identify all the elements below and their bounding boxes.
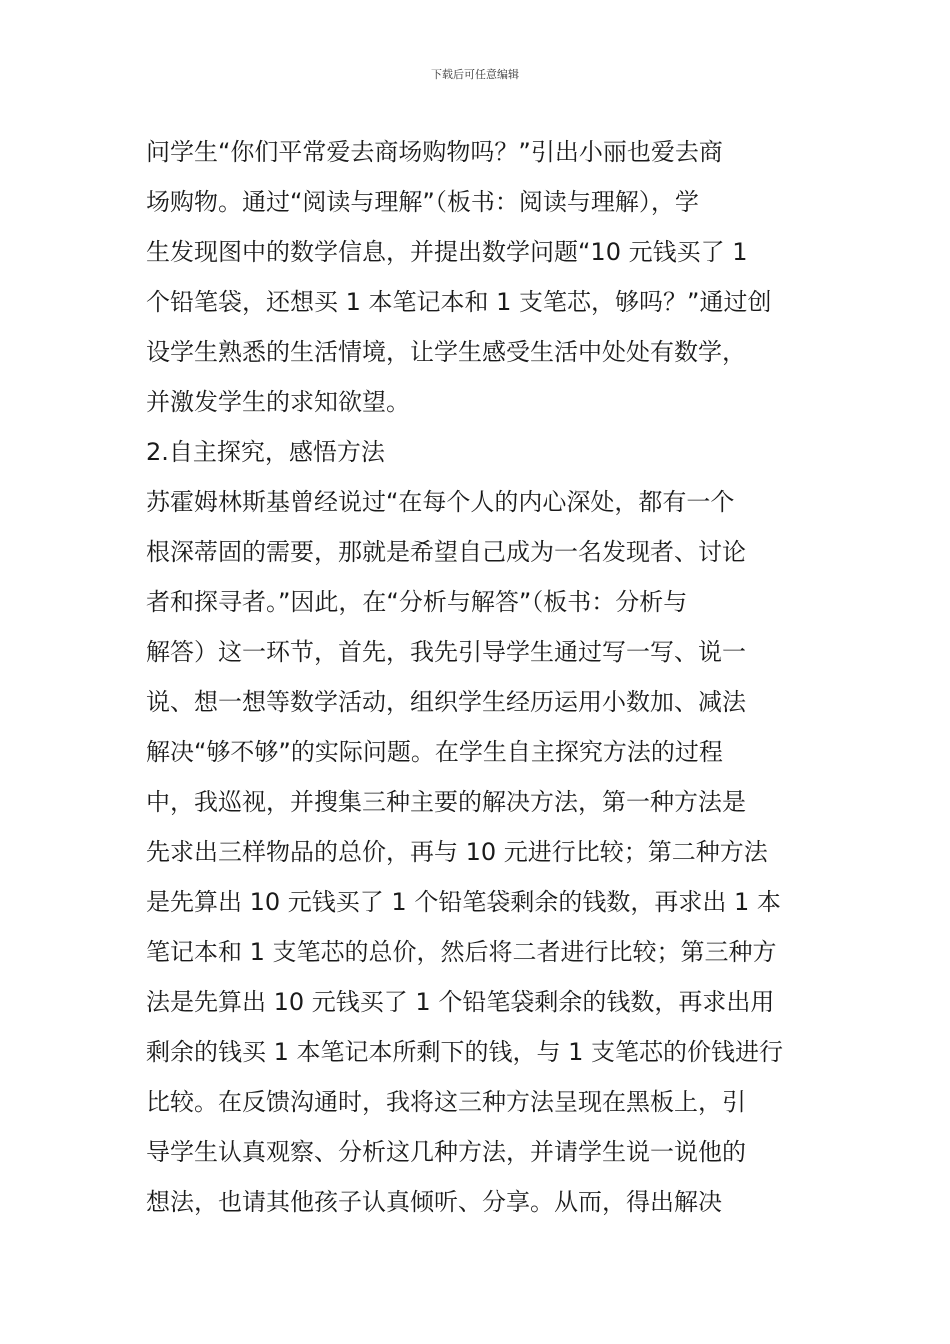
text-line: 问学生“你们平常爱去商场购物吗？”引出小丽也爱去商 — [146, 138, 723, 166]
text-line: 根深蒂固的需要，那就是希望自己成为一名发现者、讨论 — [146, 538, 746, 566]
text-line: 个铅笔袋，还想买 1 本笔记本和 1 支笔芯，够吗？”通过创 — [146, 288, 772, 316]
text-line: 是先算出 10 元钱买了 1 个铅笔袋剩余的钱数，再求出 1 本 — [146, 888, 781, 916]
section-heading: 2.自主探究，感悟方法 — [146, 438, 385, 466]
text-line: 中，我巡视，并搜集三种主要的解决方法，第一种方法是 — [146, 788, 746, 816]
text-line: 设学生熟悉的生活情境，让学生感受生活中处处有数学， — [146, 338, 746, 366]
text-line: 解答）这一环节，首先，我先引导学生通过写一写、说一 — [146, 638, 746, 666]
text-line: 解决“够不够”的实际问题。在学生自主探究方法的过程 — [146, 738, 723, 766]
text-line: 法是先算出 10 元钱买了 1 个铅笔袋剩余的钱数，再求出用 — [146, 988, 775, 1016]
text-line: 生发现图中的数学信息，并提出数学问题“10 元钱买了 1 — [146, 238, 748, 266]
text-line: 比较。在反馈沟通时，我将这三种方法呈现在黑板上，引 — [146, 1088, 746, 1116]
text-line: 想法，也请其他孩子认真倾听、分享。从而，得出解决 — [146, 1188, 722, 1216]
text-line: 苏霍姆林斯基曾经说过“在每个人的内心深处，都有一个 — [146, 488, 735, 516]
text-line: 剩余的钱买 1 本笔记本所剩下的钱，与 1 支笔芯的价钱进行 — [146, 1038, 784, 1066]
text-line: 先求出三样物品的总价，再与 10 元进行比较；第二种方法 — [146, 838, 768, 866]
text-line: 场购物。通过“阅读与理解”（板书：阅读与理解），学 — [146, 188, 699, 216]
text-line: 导学生认真观察、分析这几种方法，并请学生说一说他的 — [146, 1138, 746, 1166]
text-line: 说、想一想等数学活动，组织学生经历运用小数加、减法 — [146, 688, 746, 716]
text-line: 者和探寻者。”因此，在“分析与解答”（板书：分析与 — [146, 588, 688, 616]
text-line: 笔记本和 1 支笔芯的总价，然后将二者进行比较；第三种方 — [146, 938, 777, 966]
text-line: 并激发学生的求知欲望。 — [146, 388, 410, 416]
body-text — [146, 127, 826, 1227]
header-note: 下载后可任意编辑 — [431, 68, 519, 81]
